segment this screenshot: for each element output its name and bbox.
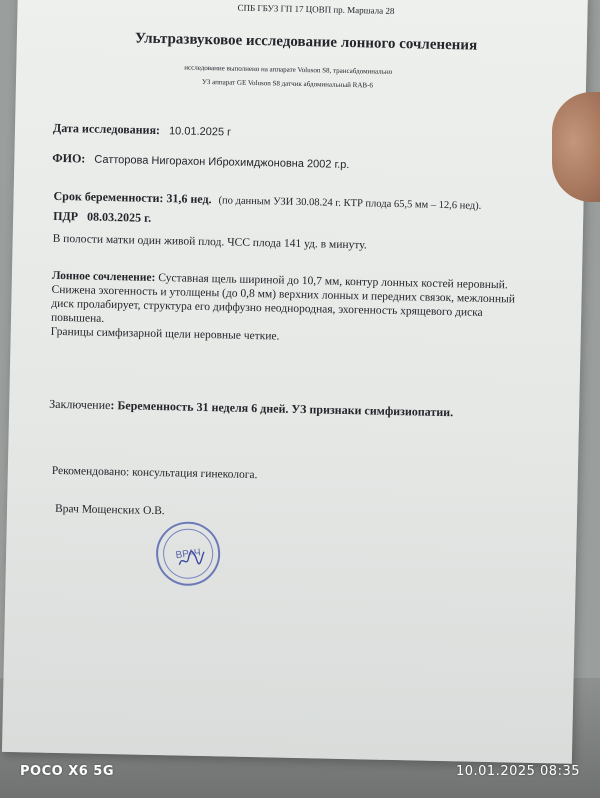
conclusion-row <box>49 397 453 420</box>
patient-name-row <box>52 151 349 172</box>
pregnancy-term-note: (по данным УЗИ 30.08.24 г. КТР плода 65,5 мм – 12,6 нед). <box>218 195 482 212</box>
finger-thumb <box>552 92 600 202</box>
symphysis-label: Лонное сочленение: <box>51 269 156 284</box>
due-date-row <box>53 209 151 226</box>
document-title: Ультразвуковое исследование лонного сочленения <box>134 30 478 54</box>
exam-date-label: Дата исследования: <box>52 120 161 138</box>
conclusion-label: Заключение <box>49 396 111 413</box>
camera-timestamp: 10.01.2025 08:35 <box>455 763 580 779</box>
stamp-label: ВРАЧ <box>174 546 202 561</box>
symphysis-description: Суставная щель шириной до 10,7 мм, контур лонных костей неровный. Снижена эхогенность и утолщены (до 0,8 мм) верхних лонных и передних связок, межлонный диск пролабирует, структура его диффузно неоднородная, эхогенность хрящевого диска повышена. <box>50 271 516 325</box>
exam-date-row <box>53 121 231 140</box>
doctor-stamp <box>153 518 224 589</box>
symphysis-borders: Границы симфизарной щели неровные четкие. <box>50 325 280 343</box>
pregnancy-term-label: Срок беременности: 31,6 нед. <box>53 188 212 207</box>
due-date-label: ПДР <box>53 208 79 224</box>
exam-date-value: 10.01.2025 г <box>168 125 232 139</box>
equipment-line-2: УЗ аппарат GE Voluson S8 датчик абдоминальный RAB-6 <box>201 77 374 90</box>
camera-device-label: POCO X6 5G <box>20 763 115 779</box>
due-date-value: 08.03.2025 г. <box>86 209 152 225</box>
uterus-finding: В полости матки один живой плод. ЧСС плода 141 уд. в минуту. <box>52 232 367 252</box>
patient-name-label: ФИО: <box>52 150 86 166</box>
doctor-signature-line: Врач Мощенских О.В. <box>54 502 165 518</box>
org-header: СПБ ГБУЗ ГП 17 ЦОВП пр. Маршала 28 <box>237 2 395 16</box>
equipment-line-1: исследование выполнено на аппарате Voluson S8, трансабдоминально <box>184 63 393 76</box>
handwritten-signature-icon <box>176 548 208 571</box>
conclusion-text: : Беременность 31 неделя 6 дней. УЗ признаки симфизиопатии. <box>110 398 454 420</box>
camera-watermark <box>0 756 600 786</box>
patient-name-value: Сатторова Нигорахон Иброхимджоновна 2002 г.р. <box>94 153 350 172</box>
symphysis-finding <box>51 269 532 349</box>
recommendation: Рекомендовано: консультация гинеколога. <box>51 464 258 482</box>
document-sheet <box>2 0 588 764</box>
